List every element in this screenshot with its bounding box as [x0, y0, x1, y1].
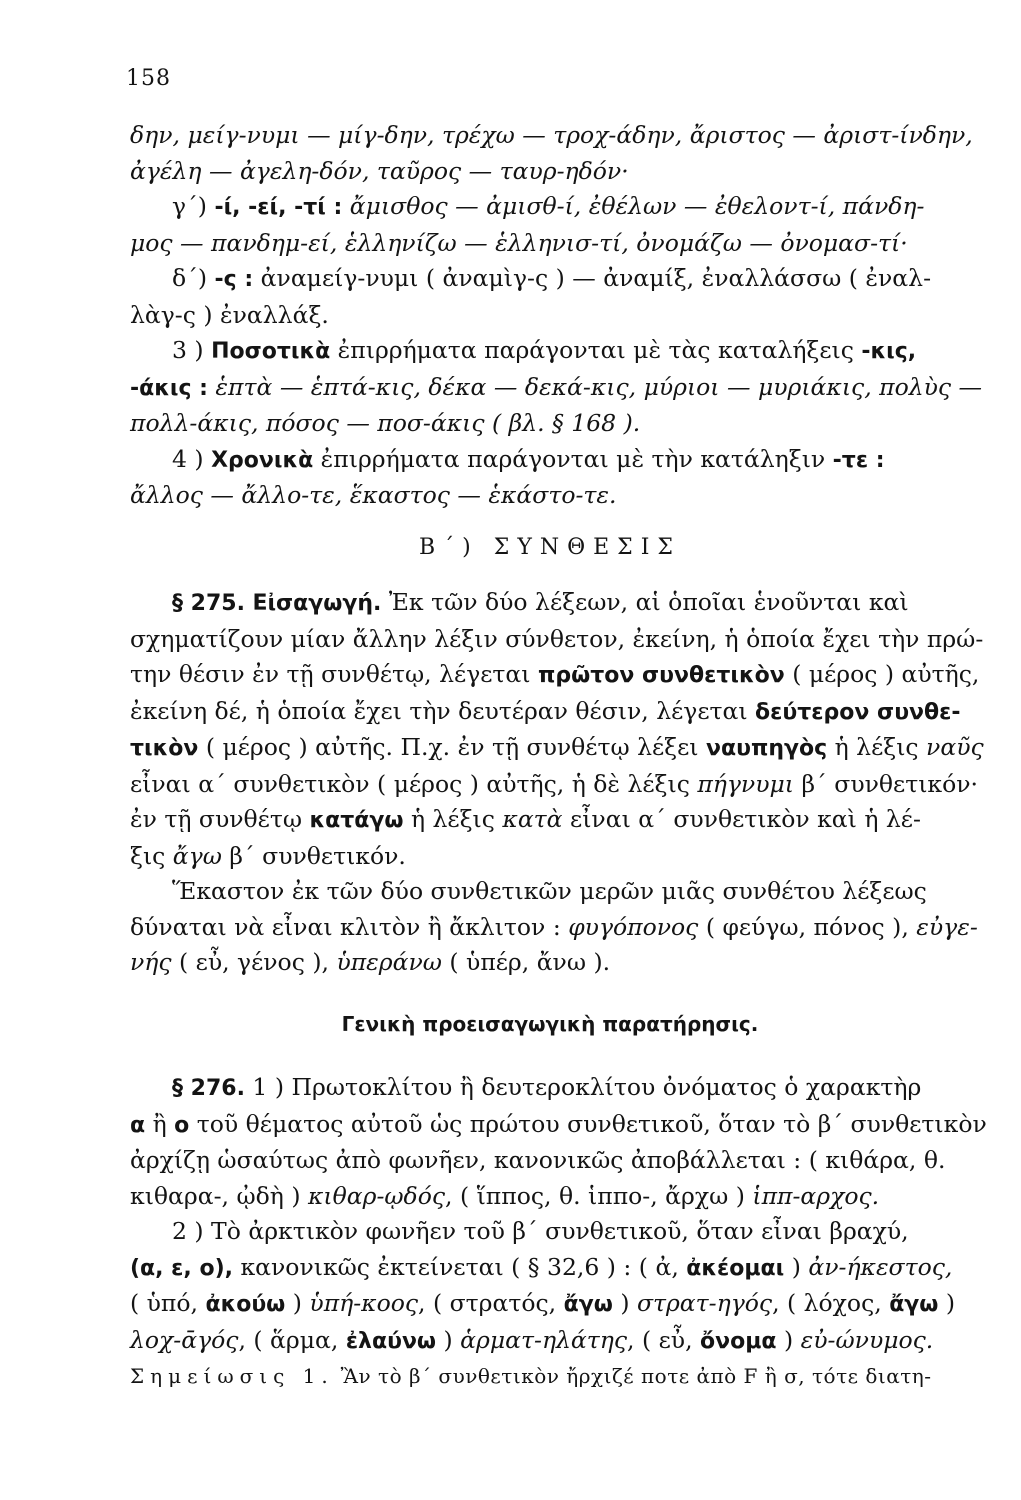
footnote-label: Σημείωσις 1.: [130, 1364, 334, 1388]
text-line: ἀρχίζῃ ὡσαύτως ἀπὸ φωνῆεν, κανονικῶς ἀποβάλλεται : ( κιθάρα, θ.: [130, 1146, 946, 1174]
text-line: 4 ) Χρονικὰ ἐπιρρήματα παράγονται μὲ τὴν κατάληξιν -τε :: [172, 444, 885, 473]
page-number: 158: [126, 66, 171, 91]
text-line: ἐκείνη δέ, ἡ ὁποία ἔχει τὴν δευτέραν θέσιν, λέγεται δεύτερον συνθε-: [130, 696, 961, 725]
section-number: § 276.: [172, 1076, 245, 1101]
text-line: δύναται νὰ εἶναι κλιτὸν ἢ ἄκλιτον : φυγόπονος ( φεύγω, πόνος ), εὐγε-: [130, 912, 978, 941]
text-line: ἀγέλη — ἀγελη-δόν, ταῦρος — ταυρ-ηδόν·: [130, 156, 629, 185]
footnote: Σημείωσις 1. Ἂν τὸ β΄ συνθετικὸν ἤρχιζέ ποτε ἀπὸ F ἢ σ, τότε διατη-: [130, 1364, 932, 1388]
text-line: δ΄) -ς : ἀναμείγ-νυμι ( ἀναμὶγ-ς ) — ἀναμίξ, ἐναλλάσσω ( ἐναλ-: [172, 264, 932, 292]
text-line: (α, ε, ο), κανονικῶς ἐκτείνεται ( § 32,6 ) : ( ἀ, ἀκέομαι ) ἀν-ήκεστος,: [130, 1252, 953, 1281]
text-line: κιθαρα-, ᾠδὴ ) κιθαρ-ῳδός, ( ἵππος, θ. ἱππο-, ἄρχω ) ἱππ-αρχος.: [130, 1181, 880, 1210]
page-body: [130, 118, 987, 1395]
text-line: -άκις : ἑπτὰ — ἑπτά-κις, δέκα — δεκά-κις, μύριοι — μυριάκις, πολὺς —: [130, 372, 983, 401]
text-line: λοχ-ᾱγός, ( ἅρμα, ἐλαύνω ) ἁρματ-ηλάτης, ( εὖ, ὄνομα ) εὐ-ώνυμος.: [130, 1325, 934, 1354]
text-line: λὰγ-ς ) ἐναλλάξ.: [130, 300, 329, 329]
text-line: εἶναι α΄ συνθετικὸν ( μέρος ) αὐτῆς, ἡ δὲ λέξις πήγνυμι β΄ συνθετικόν·: [130, 769, 979, 798]
text-line: τικὸν ( μέρος ) αὐτῆς. Π.χ. ἐν τῇ συνθέτῳ λέξει ναυπηγὸς ἡ λέξις ναῦς: [130, 733, 984, 761]
section-title: Εἰσαγωγή.: [252, 591, 382, 616]
text-line: ἐν τῇ συνθέτῳ κατάγω ἡ λέξις κατὰ εἶναι α΄ συνθετικὸν καὶ ἡ λέ-: [130, 805, 921, 833]
section-number: § 275.: [172, 591, 245, 616]
text-line: ξις ἄγω β΄ συνθετικόν.: [130, 841, 406, 870]
text-line: § 275. Εἰσαγωγή. Ἐκ τῶν δύο λέξεων, αἱ ὁποῖαι ἑνοῦνται καὶ: [172, 588, 909, 616]
text-line: την θέσιν ἐν τῇ συνθέτῳ, λέγεται πρῶτον συνθετικὸν ( μέρος ) αὐτῆς,: [130, 660, 980, 688]
text-line: μος — πανδημ-εί, ἑλληνίζω — ἑλληνισ-τί, ὀνομάζω — ὀνομασ-τί·: [130, 228, 908, 257]
subheading: Γενικὴ προεισαγωγικὴ παρατήρησις.: [341, 1011, 759, 1036]
text-line: δην, μείγ-νυμι — μίγ-δην, τρέχω — τροχ-άδην, ἄριστος — ἀριστ-ίνδην,: [130, 121, 973, 149]
text-line: γ΄) -ί, -εί, -τί : ἄμισθος — ἀμισθ-ί, ἐθέλων — ἐθελοντ-ί, πάνδη-: [172, 192, 925, 220]
text-line: νής ( εὖ, γένος ), ὑπεράνω ( ὑπέρ, ἄνω ).: [130, 948, 611, 976]
text-line: σχηματίζουν μίαν ἄλλην λέξιν σύνθετον, ἐκείνη, ἡ ὁποία ἔχει τὴν πρώ-: [130, 624, 984, 653]
text-line: πολλ-άκις, πόσος — ποσ-άκις ( βλ. § 168 ).: [130, 409, 641, 437]
text-line: § 276. 1 ) Πρωτοκλίτου ἢ δευτεροκλίτου ὀνόματος ὁ χαρακτὴρ: [172, 1073, 922, 1101]
text-line: ἄλλος — ἄλλο-τε, ἕκαστος — ἑκάστο-τε.: [130, 481, 617, 509]
text-line: ( ὑπό, ἀκούω ) ὑπή-κοος, ( στρατός, ἄγω ) στρατ-ηγός, ( λόχος, ἄγω ): [130, 1289, 956, 1317]
text-line: 2 ) Τὸ ἀρκτικὸν φωνῆεν τοῦ β΄ συνθετικοῦ, ὅταν εἶναι βραχύ,: [172, 1217, 909, 1245]
section-heading: Β΄) ΣΥΝΘΕΣΙΣ: [419, 534, 681, 560]
text-line: α ἢ ο τοῦ θέματος αὐτοῦ ὡς πρώτου συνθετικοῦ, ὅταν τὸ β΄ συνθετικὸν: [130, 1109, 987, 1138]
text-line: 3 ) Ποσοτικὰ ἐπιρρήματα παράγονται μὲ τὰς καταλήξεις -κις,: [172, 336, 917, 364]
text-line: Ἕκαστον ἐκ τῶν δύο συνθετικῶν μερῶν μιᾶς συνθέτου λέξεως: [172, 877, 927, 905]
